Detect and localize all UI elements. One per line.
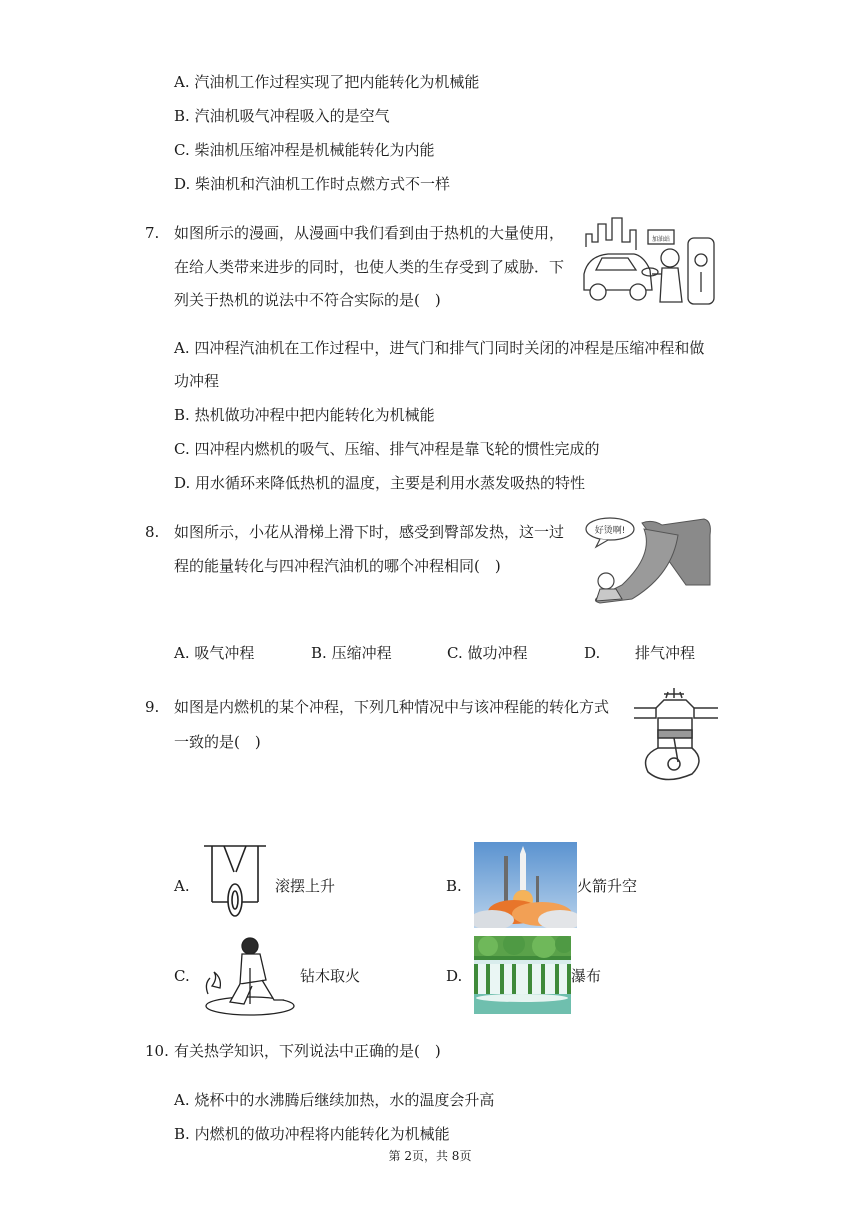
option-text: 吸气冲程 (194, 644, 255, 662)
option-label: B. (311, 644, 327, 662)
q9-stem-line-2: 一致的是( ) (174, 733, 261, 751)
gas-station-sign-text: 加油站 (651, 236, 671, 243)
q9-option-b-text: 火箭升空 (577, 877, 638, 895)
waterfall-photo (474, 936, 571, 1014)
q10-option-a (174, 1090, 494, 1110)
q9-option-d-text: 瀑布 (571, 967, 602, 985)
option-text: 汽油机吸气冲程吸入的是空气 (194, 107, 390, 125)
option-text: 四冲程内燃机的吸气、压缩、排气冲程是靠飞轮的惯性完成的 (194, 440, 600, 458)
q6-option-a (174, 72, 479, 92)
q7-option-a-continued: 功冲程 (174, 372, 220, 390)
page-number-footer: 第 2页，共 8页 (388, 1149, 472, 1163)
option-label: D. (174, 474, 191, 492)
option-label: A. (174, 73, 190, 91)
q8-stem-line-1: 如图所示，小花从滑梯上滑下时，感受到臀部发热，这一过 (174, 523, 565, 541)
option-text: 柴油机压缩冲程是机械能转化为内能 (194, 141, 435, 159)
q8-option-b (311, 643, 392, 663)
option-text: 柴油机和汽油机工作时点燃方式不一样 (195, 175, 451, 193)
option-label: C. (174, 141, 190, 159)
q9-option-d-label: D. (446, 967, 463, 985)
option-label: A. (174, 644, 190, 662)
option-text: 热机做功冲程中把内能转化为机械能 (194, 406, 435, 424)
option-label: B. (174, 107, 190, 125)
engine-cylinder-stroke-figure (634, 686, 718, 786)
q9-option-a-label: A. (174, 877, 190, 895)
q9-option-a-text: 滚摆上升 (275, 877, 336, 895)
pendulum-wheel-picture (200, 842, 268, 928)
option-label: B. (174, 406, 190, 424)
q7-stem-line-3: 列关于热机的说法中不符合实际的是( ) (174, 291, 441, 309)
option-label: C. (447, 644, 463, 662)
option-label: C. (174, 440, 190, 458)
q8-stem-line-2: 程的能量转化与四冲程汽油机的哪个冲程相同( ) (174, 557, 501, 575)
q9-option-c-label: C. (174, 967, 190, 985)
q7-option-c (174, 439, 600, 459)
q9-stem-line-1: 如图是内燃机的某个冲程，下列几种情况中与该冲程能的转化方式 (174, 698, 610, 716)
option-text: 内燃机的做功冲程将内能转化为机械能 (194, 1125, 450, 1143)
q7-option-a (174, 338, 704, 358)
option-label: D. (584, 644, 601, 662)
drilling-wood-fire-picture (200, 934, 298, 1018)
option-text: 用水循环来降低热机的温度，主要是利用水蒸发吸热的特性 (195, 474, 586, 492)
option-text: 四冲程汽油机在工作过程中，进气门和排气门同时关闭的冲程是压缩冲程和做 (194, 339, 705, 357)
option-text: 烧杯中的水沸腾后继续加热，水的温度会升高 (194, 1091, 495, 1109)
q9-option-b-label: B. (446, 877, 462, 895)
q7-number: 7. (145, 224, 160, 242)
q6-option-c (174, 140, 435, 160)
slide-cartoon-figure (582, 515, 714, 609)
q9-number: 9. (145, 698, 160, 716)
speech-bubble-text: 好烫啊! (594, 526, 626, 536)
q7-option-b (174, 405, 435, 425)
q8-option-a (174, 643, 254, 663)
q7-stem-line-1: 如图所示的漫画，从漫画中我们看到由于热机的大量使用， (174, 224, 565, 242)
option-label: B. (174, 1125, 190, 1143)
q6-option-b (174, 106, 390, 126)
option-label: A. (174, 1091, 190, 1109)
gas-station-cartoon-figure (578, 212, 718, 312)
q10-number: 10. (145, 1042, 169, 1060)
q8-option-d (584, 643, 695, 663)
option-label: D. (174, 175, 191, 193)
option-text: 汽油机工作过程实现了把内能转化为机械能 (194, 73, 480, 91)
option-text: 排气冲程 (635, 644, 696, 662)
q8-option-c (447, 643, 528, 663)
option-text: 压缩冲程 (331, 644, 392, 662)
option-label: A. (174, 339, 190, 357)
q10-stem: 有关热学知识，下列说法中正确的是( ) (174, 1042, 441, 1060)
q10-option-b (174, 1124, 450, 1144)
rocket-launch-photo (474, 842, 577, 928)
q7-stem-line-2: 在给人类带来进步的同时，也使人类的生存受到了威胁．下 (174, 258, 565, 276)
q7-option-d (174, 473, 585, 493)
q9-option-c-text: 钻木取火 (300, 967, 361, 985)
q8-number: 8. (145, 523, 160, 541)
option-text: 做功冲程 (467, 644, 528, 662)
q6-option-d (174, 174, 450, 194)
